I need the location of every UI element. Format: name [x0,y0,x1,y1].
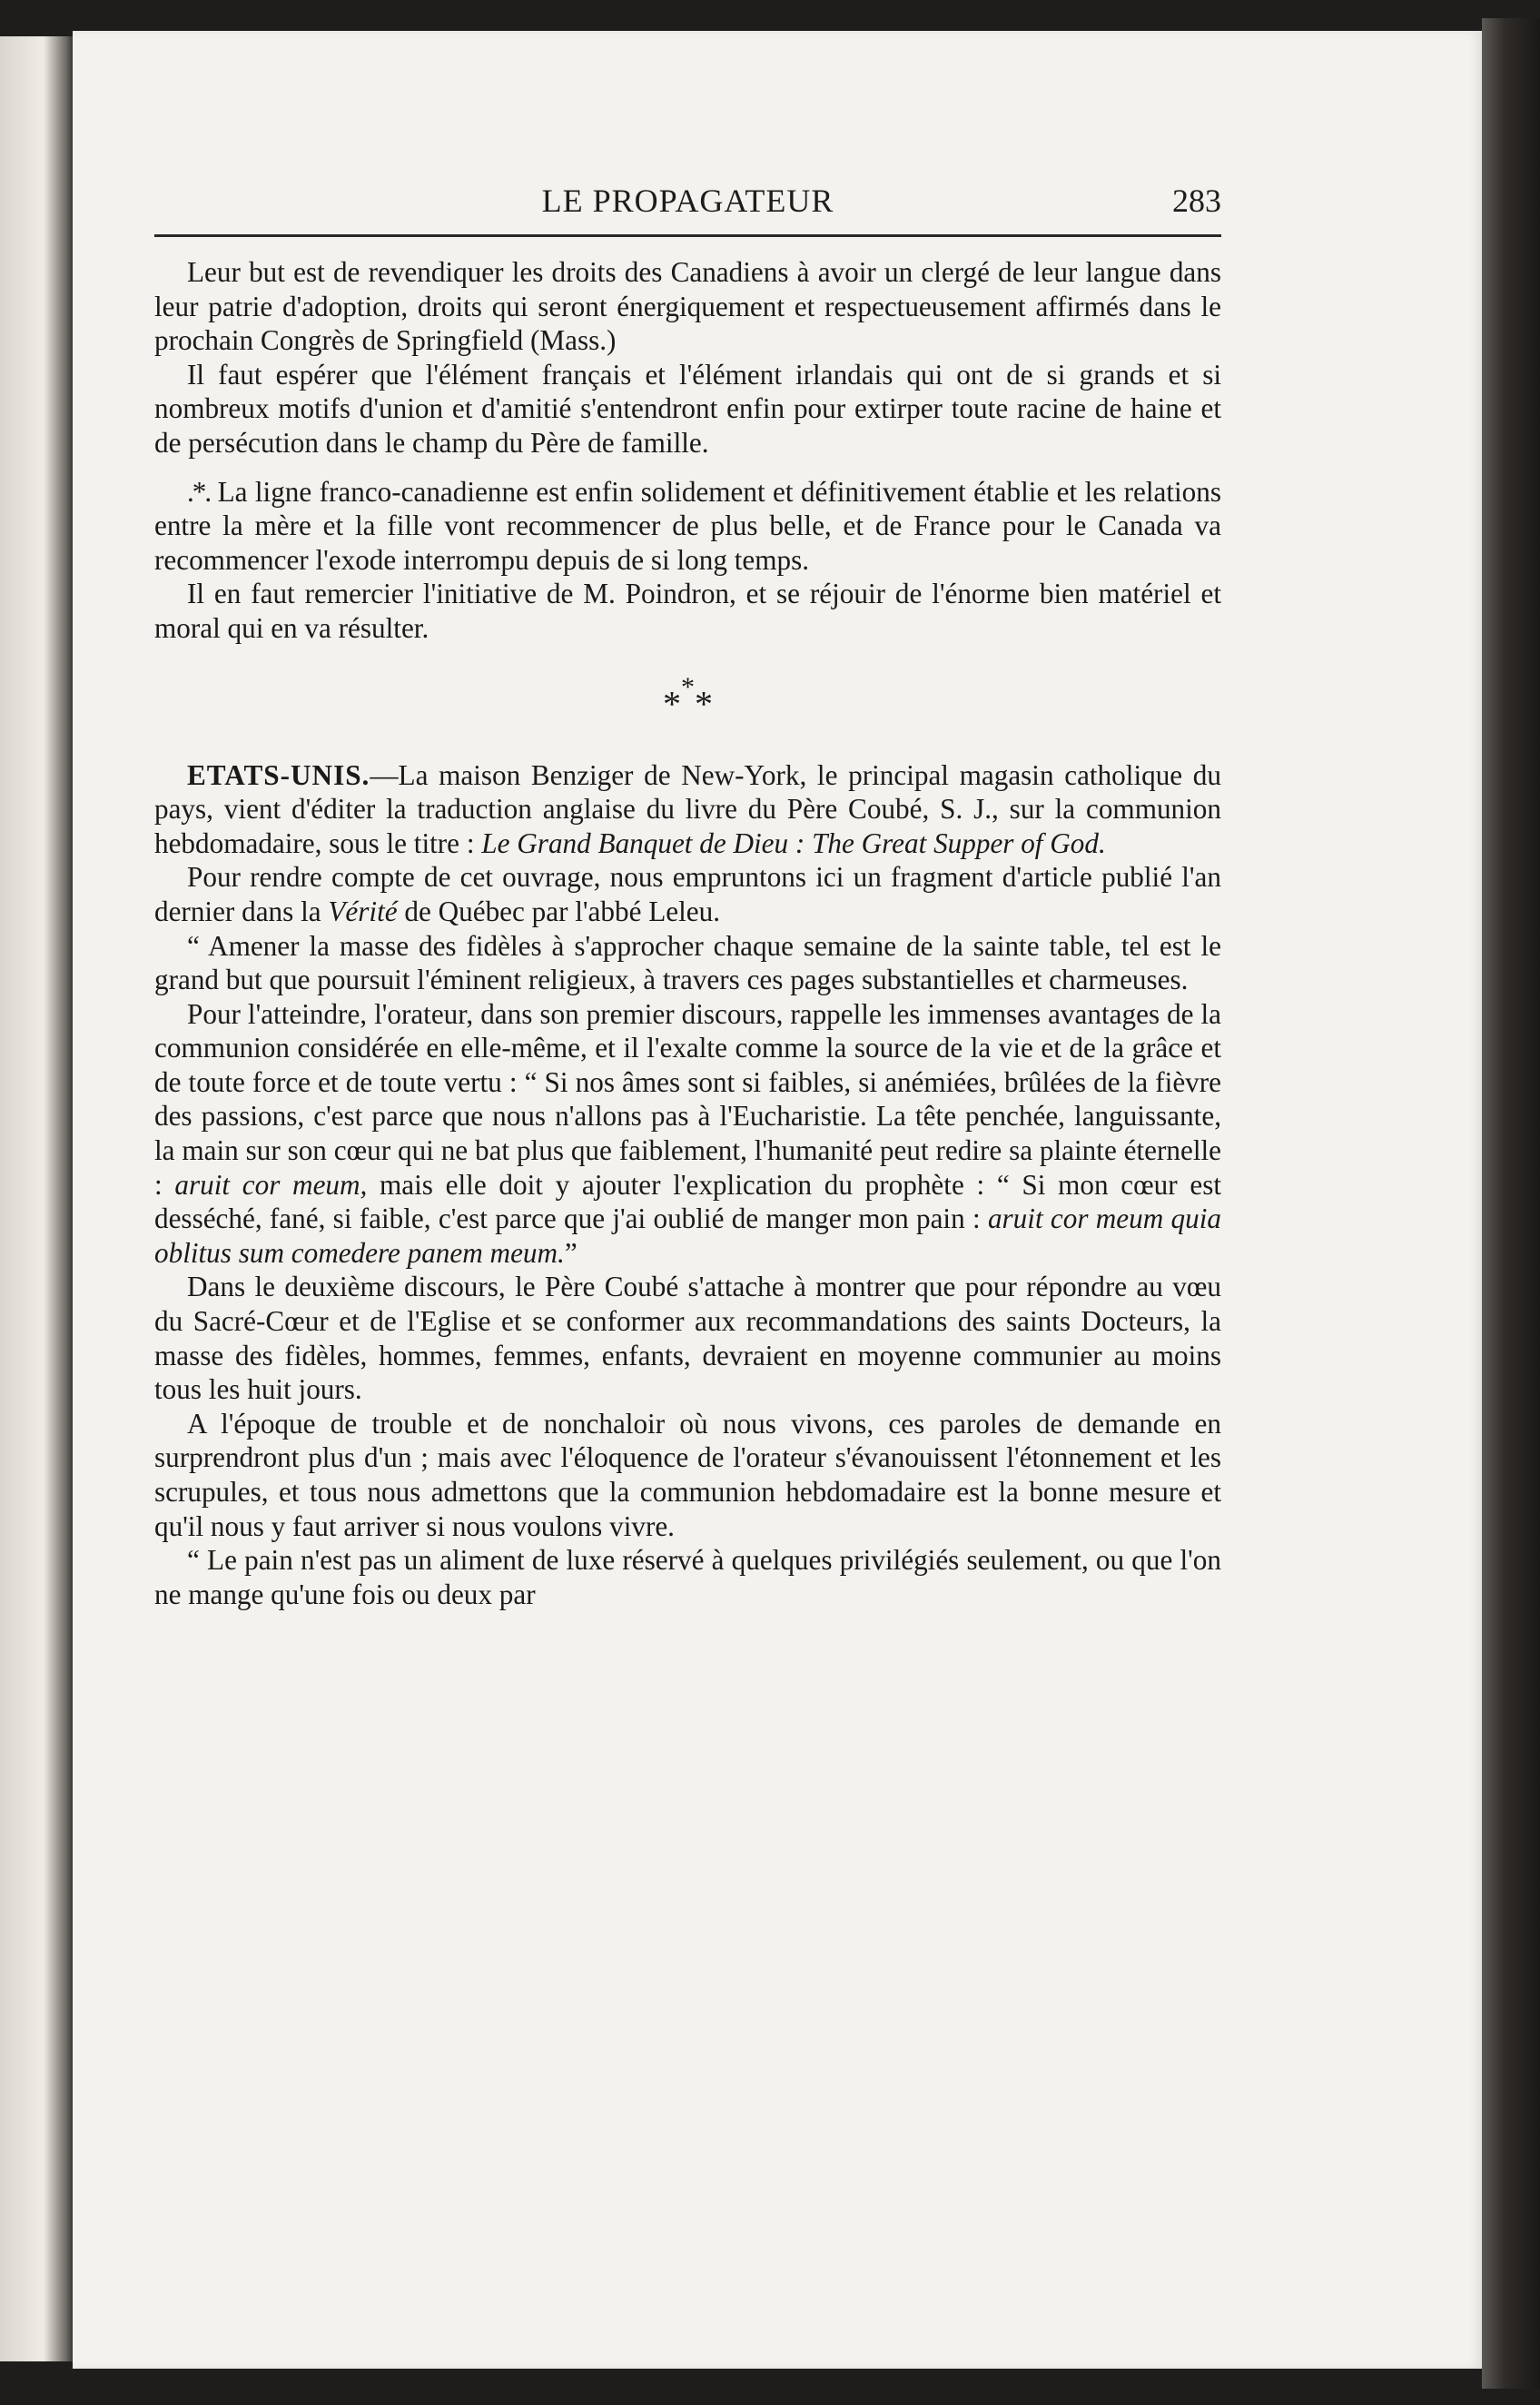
page-shadow-edge [1482,18,1540,2389]
paragraph [154,475,1221,578]
separator-star: * [681,671,695,702]
book-title: Le Grand Banquet de Dieu : The Great Supper of God. [481,826,1106,859]
paragraph-text: mais elle doit y ajouter l'explication du prophète : “ Si mon cœur est desséché, fané, si faible, c'est parce que j'ai oublié de manger mon pain : [154,1168,1222,1235]
paragraph-text: La ligne franco-canadienne est enfin solidement et définitivement établie et les relations entre la mère et la fille vont recommencer de plus belle, et de France pour le Canada va recommencer l'exode interrompu depuis de si long temps. [154,475,1221,576]
paragraph: A l'époque de trouble et de nonchaloir où nous vivons, ces paroles de demande en surprendront plus d'un ; mais avec l'éloquence de l'orateur s'évanouissent l'étonnement et les scrupules, et tous nous admettons que la communion hebdomadaire est la bonne mesure et qu'il nous y faut arriver si nous voulons vivre. [154,1407,1221,1542]
paragraph-text: Pour l'atteindre, l'orateur, dans son premier discours, rappelle les immenses avantages de la communion considérée en elle-même, et il l'exalte comme la source de la vie et de la grâce et de toute force et de toute vertu : “ Si nos âmes sont si faibles, si anémiées, brûlées de la fièvre des passions, c'est parce que nous n'allons pas à l'Eucharistie. La tête penchée, languissante, la main sur son cœur qui ne bat plus que faiblement, l'humanité peut redire sa plainte éternelle : [154,997,1221,1201]
paragraph [154,758,1221,861]
latin-quote: aruit cor meum, [174,1168,368,1201]
paragraph: Il faut espérer que l'élément français et l'élément irlandais qui ont de si grands et si nombreux motifs d'union et d'amitié s'entendront enfin pour extirper toute racine de haine et de persécution dans le champ du Père de famille. [154,358,1221,459]
paragraph: Il en faut remercier l'initiative de M. Poindron, et se réjouir de l'énorme bien matériel et moral qui en va résulter. [154,578,1221,644]
paragraph [154,860,1221,928]
paragraph: Leur but est de revendiquer les droits des Canadiens à avoir un clergé de leur langue dans leur patrie d'adoption, droits qui seront énergiquement et respectueusement affirmés dans le prochain Congrès de Springfield (Mass.) [154,256,1221,357]
paragraph: “ Le pain n'est pas un aliment de luxe réservé à quelques privilégiés seulement, ou que l'on ne mange qu'une fois ou deux par [154,1544,1221,1610]
paragraph [154,997,1221,1271]
running-title: LE PROPAGATEUR [541,183,834,219]
running-header [154,182,1221,237]
paragraph: “ Amener la masse des fidèles à s'approcher chaque semaine de la sainte table, tel est le grand but que poursuit l'éminent religieux, à travers ces pages substantielles et charmeuses. [154,929,1221,996]
publication-title: Vérité [328,895,398,927]
body-text [154,255,1221,1611]
paragraph-text: de Québec par l'abbé Leleu. [397,895,721,927]
binding-edge [0,36,73,2361]
paragraph-text: Pour rendre compte de cet ouvrage, nous empruntons ici un fragment d'article publié l'an dernier dans la [154,861,1221,927]
separator-star: * [695,682,713,724]
section-lead: ETATS-UNIS. [187,758,370,791]
dinkus: .*. [187,475,211,508]
paragraph: Dans le deuxième discours, le Père Coubé s'attache à montrer que pour répondre au vœu du Sacré-Cœur et de l'Eglise et se conformer aux recommandations des saints Docteurs, la masse des fidèles, hommes, femmes, enfants, devraient en moyenne communier au moins tous les huit jours. [154,1271,1221,1406]
section-separator [154,646,1221,758]
paragraph-text: —La maison Benziger de New-York, le principal magasin catholique du pays, vient d'éditer la traduction anglaise du livre du Père Coubé, S. J., sur la communion hebdomadaire, sous le titre : [154,758,1221,859]
latin-quote: aruit cor meum quia oblitus sum comedere panem meum. [154,1202,1221,1269]
page-number: 283 [1172,183,1221,219]
separator-star: * [663,682,681,724]
page-content [154,182,1221,1611]
paragraph-text: ” [564,1236,578,1269]
